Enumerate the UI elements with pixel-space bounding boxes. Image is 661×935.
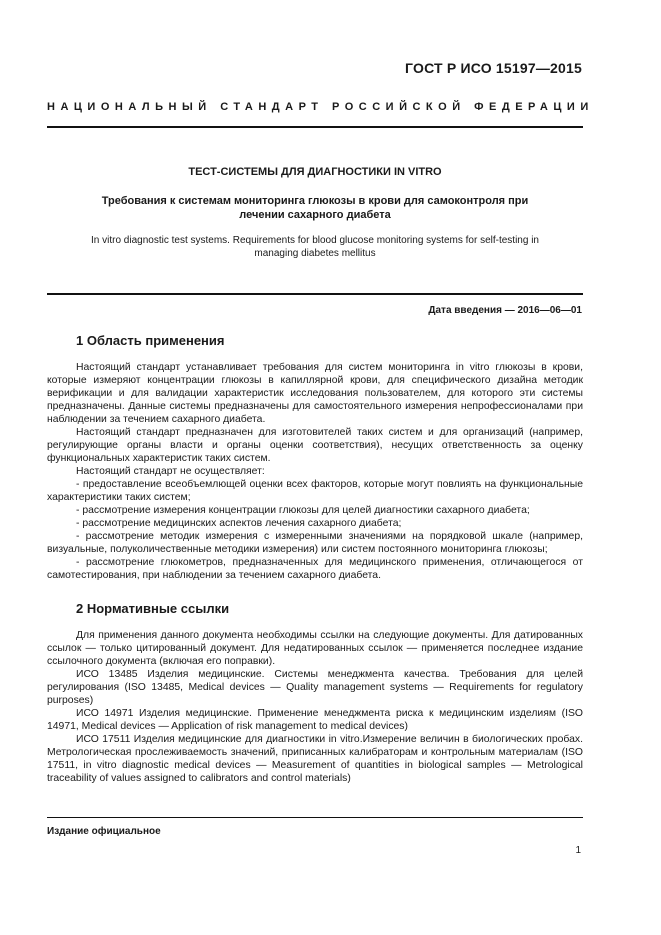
top-divider xyxy=(47,126,583,128)
national-standard-banner: НАЦИОНАЛЬНЫЙ СТАНДАРТ РОССИЙСКОЙ ФЕДЕРАЦИИ xyxy=(47,101,594,113)
paragraph: Для применения данного документа необходимы ссылки на следующие документы. Для датированных ссылок — только цитированный документ. Для недатированных ссылок — применяется последнее издание ссылочного документа (включая его поправки). xyxy=(47,630,583,667)
section-1-body xyxy=(47,361,583,582)
reference-item: ИСО 14971 Изделия медицинские. Применение менеджмента риска к медицинским изделиям (ISO 14971, Medical devices — Application of risk management to medical devices) xyxy=(47,708,583,732)
list-item: - рассмотрение измерения концентрации глюкозы для целей диагностики сахарного диабета; xyxy=(76,505,530,516)
reference-item: ИСО 13485 Изделия медицинские. Системы менеджмента качества. Требования для целей регулирования (ISO 13485, Medical devices — Quality management systems — Requirements for regulatory purposes) xyxy=(47,669,583,706)
edition-label: Издание официальное xyxy=(47,826,161,837)
list-item: - рассмотрение медицинских аспектов лечения сахарного диабета; xyxy=(76,518,402,529)
section-2-heading: 2 Нормативные ссылки xyxy=(76,601,230,616)
document-number: ГОСТ Р ИСО 15197—2015 xyxy=(405,60,582,76)
paragraph: Настоящий стандарт предназначен для изготовителей таких систем и для организаций (например, регулирующие органы власти и органы оценки соответствия), несущих ответственность за оценку функциональных характеристик таких систем. xyxy=(47,427,583,464)
list-item: - предоставление всеобъемлющей оценки всех факторов, которые могут повлиять на функциональные характеристики таких систем; xyxy=(47,479,583,503)
page-number: 1 xyxy=(575,845,581,856)
english-title: In vitro diagnostic test systems. Requirements for blood glucose monitoring systems for self-testing in managing diabetes mellitus xyxy=(91,235,539,259)
document-title: ТЕСТ-СИСТЕМЫ ДЛЯ ДИАГНОСТИКИ IN VITRO xyxy=(188,166,442,178)
middle-divider xyxy=(47,293,583,295)
list-item: - рассмотрение глюкометров, предназначенных для медицинского применения, отличающегося от самотестирования, при наблюдении за течением сахарного диабета. xyxy=(47,557,583,581)
reference-item: ИСО 17511 Изделия медицинские для диагностики in vitro.Измерение величин в биологических пробах. Метрологическая прослеживаемость значений, приписанных калибраторам и контрольным материалам (ISO 17511, in vitro diagnostic medical devices — Measurement of quantities in biological samples — Metrological traceability of values assigned to calibrators and control materials) xyxy=(47,734,583,784)
document-subtitle: Требования к системам мониторинга глюкозы в крови для самоконтроля при лечении сахарного диабета xyxy=(101,195,529,221)
paragraph: Настоящий стандарт не осуществляет: xyxy=(76,466,265,477)
paragraph: Настоящий стандарт устанавливает требования для систем мониторинга in vitro глюкозы в крови, которые измеряют концентрации глюкозы в капиллярной крови, для специфического дизайна методик верификации и для валидации характеристик исследования пользователем, для которого эти системы предназначены. Данные системы предназначены для самостоятельного измерения непрофессионалами при наблюдении за течением сахарного диабета. xyxy=(47,362,583,425)
introduction-date: Дата введения — 2016—06—01 xyxy=(428,305,582,316)
section-2-body xyxy=(47,629,583,785)
list-item: - рассмотрение методик измерения с измеренными значениями на порядковой шкале (например, визуальные, полуколичественные методики измерения) или систем постоянного мониторинга глюкозы; xyxy=(47,531,583,555)
section-1-heading: 1 Область применения xyxy=(76,333,225,348)
footer-divider xyxy=(47,817,583,818)
